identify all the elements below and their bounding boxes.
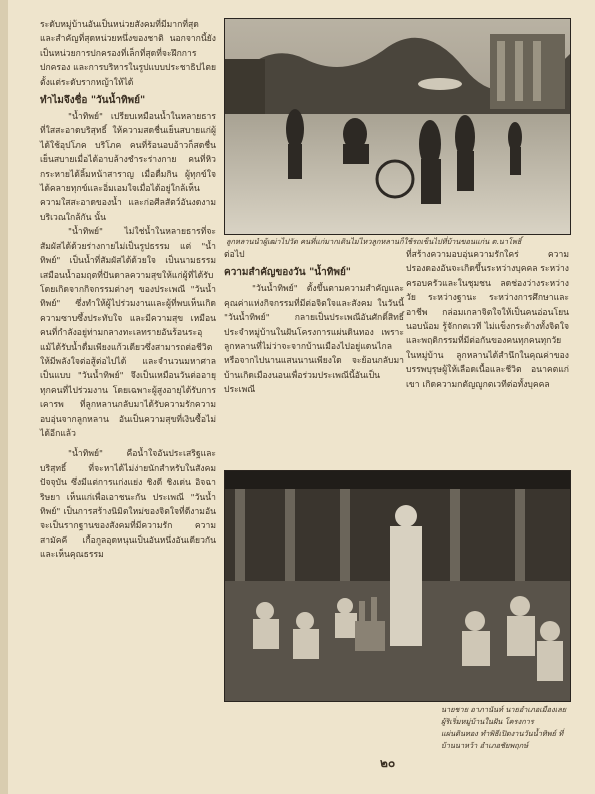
page-binding-edge [0,0,8,794]
caption-top-photo: ลูกหลานนำผู้เฒ่าไปวัด คนที่แก่มากเดินไม่ไหวลูกหลานก็ใช้รถเข็นไปที่บ้านขอนแก่น ต.นาโพธิ์ [226,237,522,246]
photo-elders-illustration [225,19,570,234]
middle-paragraph-1: "วันน้ำทิพย์" ตั้งขึ้นตามความสำคัญและคุณค่าแห่งกิจกรรมที่มีต่อจิตใจและสังคม ในวันนี้ "วันน้ำทิพย์" กลายเป็นประเพณีอันศักดิ์สิทธิ์ ประจำหมู่บ้านในฝันโครงการแผ่นดินทอง เพราะลูกหลานที่ไม่ว่าจะจากบ้านเมืองไปอยู่แดนไกล หรือจากไปนานแสนนานเพียงใด จะย้อนกลับมาบ้านเกิดเมืองนอนเพื่อร่วมประเพณีนี้อันเป็นประเพณี [224,284,404,396]
middle-text-column [224,248,404,398]
left-paragraph-1: ระดับหมู่บ้านอันเป็นหน่วยสังคมที่มีมากที่สุด และสำคัญที่สุดหน่วยหนึ่งของชาติ นอกจากนี้ยังเป็นหน่วยการปกครองที่เล็กที่สุดที่จะฝึกการปกครอง และการบริหารในรูปแบบประชาธิปไตยตั้งแต่ระดับรากหญ้าให้ได้ [40,20,216,88]
left-text-column [40,18,216,563]
page-number: ๒๐ [380,756,396,770]
right-paragraph-1: ที่สร้างความอบอุ่นความรักใคร่ ความปรองดองอันจะเกิดขึ้นระหว่างบุคคล ระหว่างครอบครัวและในชุมชน ลดช่องว่างระหว่างวัย ระหว่างฐานะ ระหว่างการศึกษาและอาชีพ กล่อมเกลาจิตใจให้เป็นคนอ่อนโยนนอบน้อม รู้จักกตเวที ไม่แข็งกระด้างทั้งจิตใจและพฤติกรรมที่มีต่อกันของคนทุกคนทุกวัยในหมู่บ้าน ลูกหลานได้สำนึกในคุณค่าของบรรพบุรุษผู้ให้เลือดเนื้อและชีวิต อนาคตแก่เขา เกิดความกตัญญูกตเวทีต่อทั้งบุคคล [406,250,569,390]
right-text-column [406,248,569,392]
left-paragraph-3: "น้ำทิพย์" ไม่ใช่น้ำในหลายธารที่จะสัมผัสได้ด้วยร่างกายไม่เป็นรูปธรรม แต่ "น้ำทิพย์" เป็นน้ำที่สัมผัสได้ด้วยใจ เป็นนามธรรมเสมือนน้ำอมฤตที่ปันดาลความสุขให้แก่ผู้ที่ได้รับโดยเกิดจากกิจกรรมต่างๆ ของประเพณี "วันน้ำทิพย์" ซึ่งทำให้ผู้ไปร่วมงานและผู้ที่พบเห็นเกิดความซาบซึ้งประทับใจ และมีความสุข เหมือนคนที่กำลังอยู่ท่ามกลางทะเลทรายอันร้อนระอุ แม้ได้รับน้ำดื่มเพียงแก้วเดียวซึ่งสามารถต่อชีวิตให้มีพลังใจต่อสู้ต่อไปได้ และจำนวนมหาศาลเป็นแบบ "วันน้ำทิพย์" จึงเป็นเหมือนวันต่ออายุทุกคนที่ไปร่วมงาน โดยเฉพาะผู้สูงอายุได้รับการเคารพ ที่ลูกหลานกลับมาได้รับความรักความอบอุ่นจากลูกหลาน อันเป็นความสุขที่เงินซื้อไม่ได้อีกแล้ว [40,227,216,439]
left-paragraph-2: "น้ำทิพย์" เปรียบเหมือนน้ำในหลายธารที่ใสสะอาดบริสุทธิ์ ให้ความสดชื่นเย็นสบายแก่ผู้ได้ใช้อุปโภค บริโภค คนที่ร้อนอบอ้าวก็สดชื่นเย็นสบายเมื่อได้อาบล้างชำระร่างกาย คนที่หิวกระหายได้ลิ้มหน้าสาราญ เมื่อดื่มกิน ผู้ทุกข์ใจได้คลายทุกข์และอิ่มเอมใจเมื่อได้อยู่ใกล้เห็นความใสสะอาดของน้ำ และก่อศีลสัตว์อันงดงามบริเวณใกล้กัน นั้น [40,112,216,223]
section-heading-importance: ความสำคัญของวัน "น้ำทิพย์" [224,267,352,279]
photo-elders-to-temple [224,18,571,235]
section-heading-why-name: ทำไมจึงชื่อ "วันน้ำทิพย์" [40,95,146,107]
continued-label: ต่อไป [224,250,245,260]
caption-bottom-photo: นายชาย อาภานันท์ นายอำเภอเมืองเลย ผู้ริเริ่มหมู่บ้านในฝัน โครงการแผ่นดินทอง ทำพิธีเปิดงานวันน้ำทิพย์ ที่บ้านนาหว้า อำเภอชัยพฤกษ์ [441,705,567,750]
photo-ceremony [224,470,571,702]
left-paragraph-4: "น้ำทิพย์" คือน้ำใจอันประเสริฐและบริสุทธิ์ ที่จะหาได้ไม่ง่ายนักสำหรับในสังคมปัจจุบัน ซึ่งมีแต่การแก่งแย่ง ชิงดี ชิงเด่น อิจฉาริษยา เห็นแก่เพื่อเอาชนะกัน ประเพณี "วันน้ำทิพย์" เป็นการสร้างนิมิตใหม่ของจิตใจที่ดีงามอันจะเป็นรากฐานของสังคมที่มีความรัก ความสามัคคี เกื้อกูลอุดหนุนเป็นอันหนึ่งอันเดียวกัน และเห็นคุณธรรม [40,449,216,561]
photo-ceremony-illustration [225,471,570,701]
